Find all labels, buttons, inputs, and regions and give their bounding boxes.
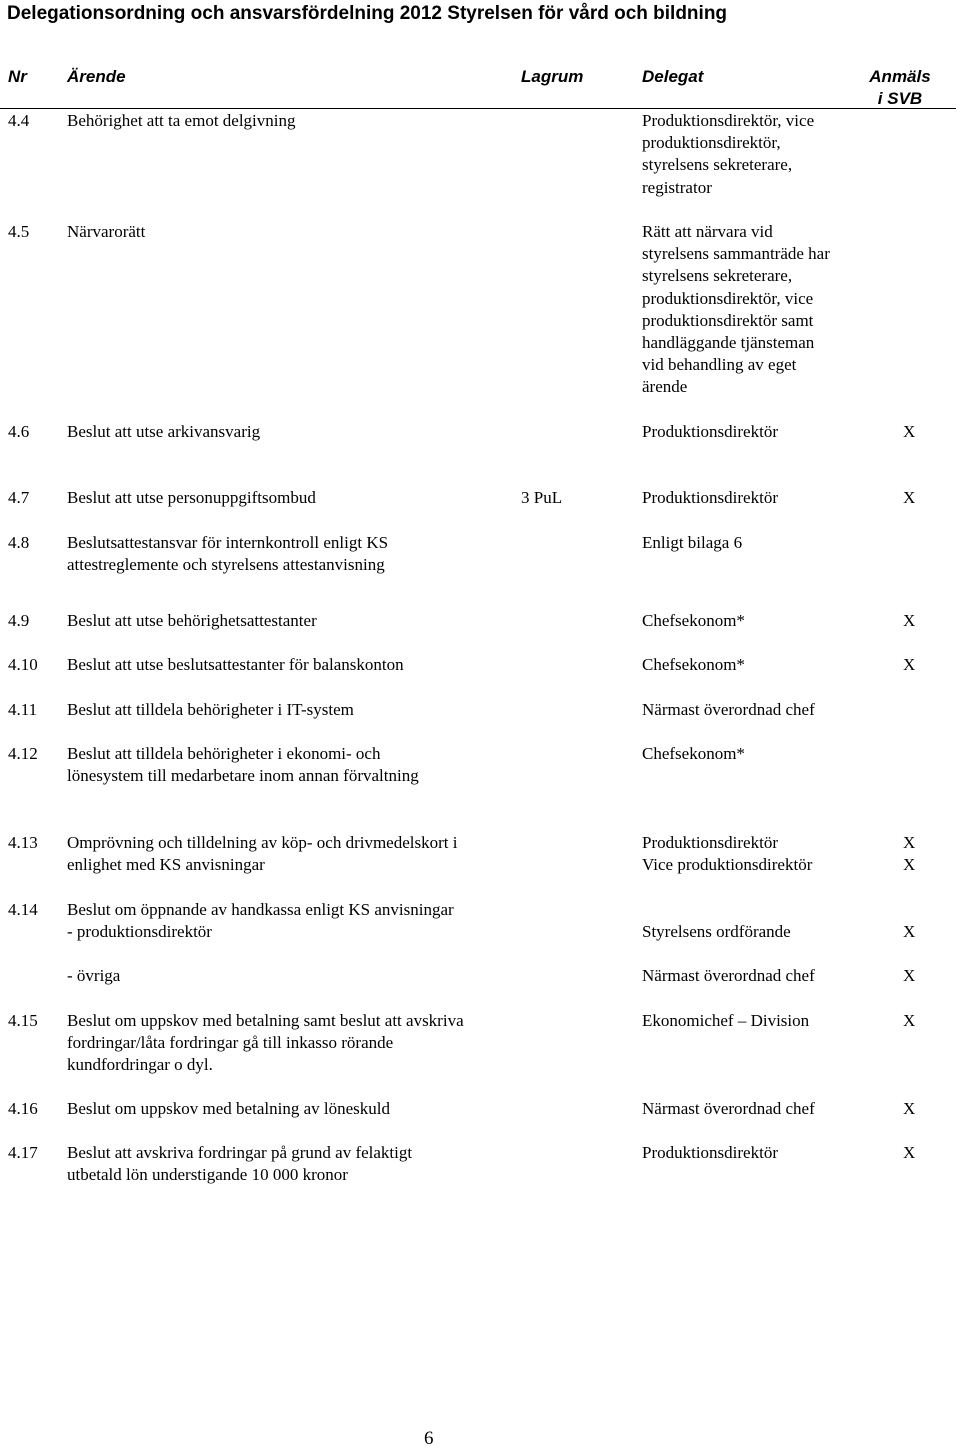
row-arende: Beslut om uppskov med betalning av löneskuld (67, 1099, 390, 1118)
row-anmals: X (903, 922, 916, 942)
row-number: 4.6 (8, 422, 30, 441)
row-delegat: Produktionsdirektör (642, 488, 778, 507)
row-delegat: Produktionsdirektör (642, 422, 778, 441)
row-number: 4.14 (8, 900, 38, 919)
row-arende: Beslut att utse beslutsattestanter för balanskonton (67, 655, 404, 674)
row-anmals: X (903, 488, 916, 507)
row-anmals: X (903, 611, 916, 630)
row-anmals: X (903, 422, 916, 441)
row-number: 4.17 (8, 1143, 38, 1162)
row-number: 4.10 (8, 655, 38, 674)
row-anmals: X X (903, 833, 916, 875)
row-arende: - övriga (67, 966, 121, 985)
row-arende: Beslut att tilldela behörigheter i ekonomi- och lönesystem till medarbetare inom annan förvaltning (67, 744, 419, 786)
row-arende: Beslut om uppskov med betalning samt beslut att avskriva fordringar/låta fordringar gå till inkasso rörande kundfordringar o dyl. (67, 1011, 464, 1075)
row-number: 4.9 (8, 611, 30, 630)
row-number: 4.4 (8, 111, 30, 130)
row-delegat: Chefsekonom* (642, 744, 745, 763)
row-delegat: Enligt bilaga 6 (642, 533, 743, 552)
header-rule (0, 108, 956, 109)
row-number: 4.7 (8, 488, 30, 507)
column-header-nr: Nr (8, 67, 27, 86)
row-delegat: Rätt att närvara vid styrelsens sammanträde har styrelsens sekreterare, produktionsdirektör, vice produktionsdirektör samt handläggande tjänsteman vid behandling av eget ärende (642, 222, 830, 397)
row-delegat: Ekonomichef – Division (642, 1011, 810, 1030)
document-title: Delegationsordning och ansvarsfördelning 2012 Styrelsen för vård och bildning (7, 3, 728, 24)
column-header-lagrum: Lagrum (521, 67, 584, 86)
row-anmals: X (903, 1143, 916, 1162)
column-header-anmals: Anmäls i SVB (869, 67, 931, 108)
row-arende: Beslut att tilldela behörigheter i IT-system (67, 700, 354, 719)
row-arende: Beslut att utse arkivansvarig (67, 422, 261, 441)
row-delegat: Närmast överordnad chef (642, 1099, 815, 1118)
row-delegat: Produktionsdirektör Vice produktionsdirektör (642, 833, 813, 875)
row-number: 4.12 (8, 744, 38, 763)
row-anmals: X (903, 966, 916, 985)
row-anmals: X (903, 1099, 916, 1118)
row-arende: Beslut om öppnande av handkassa enligt KS anvisningar - produktionsdirektör (67, 900, 454, 942)
row-lagrum: 3 PuL (521, 488, 563, 507)
row-delegat: Produktionsdirektör (642, 1143, 778, 1162)
row-arende: Närvarorätt (67, 222, 146, 241)
row-anmals: X (903, 1011, 916, 1030)
column-header-delegat: Delegat (642, 67, 704, 86)
row-delegat: Styrelsens ordförande (642, 922, 791, 942)
row-number: 4.5 (8, 222, 30, 241)
row-delegat: Chefsekonom* (642, 611, 745, 630)
row-anmals: X (903, 655, 916, 674)
row-number: 4.16 (8, 1099, 38, 1118)
row-number: 4.8 (8, 533, 30, 552)
row-delegat: Chefsekonom* (642, 655, 745, 674)
row-arende: Beslut att avskriva fordringar på grund av felaktigt utbetald lön understigande 10 000 kronor (67, 1143, 413, 1185)
row-arende: Beslut att utse personuppgiftsombud (67, 488, 316, 507)
row-arende: Omprövning och tilldelning av köp- och drivmedelskort i enlighet med KS anvisningar (67, 833, 458, 875)
row-number: 4.11 (8, 700, 38, 719)
row-number: 4.15 (8, 1011, 38, 1030)
page-number: 6 (424, 1428, 434, 1449)
row-arende: Beslut att utse behörighetsattestanter (67, 611, 317, 630)
row-delegat: Närmast överordnad chef (642, 966, 815, 985)
row-delegat: Närmast överordnad chef (642, 700, 815, 719)
row-delegat: Produktionsdirektör, vice produktionsdirektör, styrelsens sekreterare, registrator (642, 111, 815, 197)
row-arende: Behörighet att ta emot delgivning (67, 111, 296, 130)
row-arende: Beslutsattestansvar för internkontroll enligt KS attestreglemente och styrelsens attestanvisning (67, 533, 389, 575)
column-header-arende: Ärende (67, 67, 126, 86)
row-number: 4.13 (8, 833, 38, 852)
